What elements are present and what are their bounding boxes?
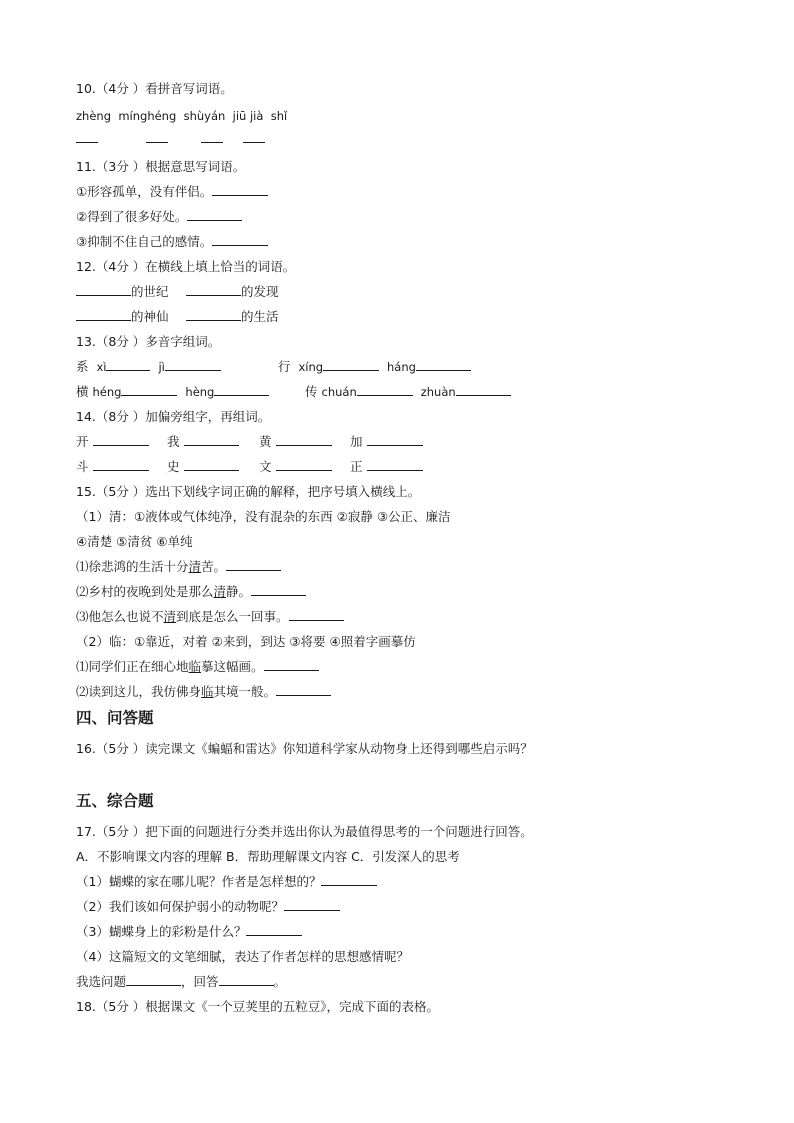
answer-blank[interactable] [367, 433, 423, 446]
answer-blank[interactable] [276, 458, 332, 471]
q17-item: （4）这篇短文的文笔细腻，表达了作者怎样的思想感情呢？ [76, 949, 409, 964]
q13-heading: 13.（8分 ）多音字组词。 [76, 334, 221, 349]
pinyin-8: shǐ [270, 109, 288, 123]
q15-sentence: ⑴同学们正在细心地临摹这幅画。 [76, 658, 319, 676]
q14-cell: 正 [350, 458, 423, 476]
answer-blank[interactable] [76, 283, 131, 296]
q14-cell: 我 [167, 433, 239, 451]
answer-blank[interactable] [184, 458, 239, 471]
answer-blank[interactable] [106, 358, 150, 371]
answer-blank[interactable] [76, 308, 131, 321]
answer-blank[interactable] [246, 923, 302, 936]
answer-blank[interactable] [126, 973, 181, 986]
answer-blank[interactable] [289, 608, 344, 621]
q14-cell: 开 [76, 433, 149, 451]
answer-blank[interactable] [226, 558, 281, 571]
answer-blank[interactable] [323, 358, 379, 371]
q13-group: 系 xì jì [76, 358, 221, 376]
q15-sentence: ⑶他怎么也说不清到底是怎么一回事。 [76, 608, 344, 626]
answer-blank[interactable] [214, 383, 269, 396]
q11-item: ③抑制不住自己的感情。 [76, 233, 268, 251]
answer-blank[interactable] [186, 283, 241, 296]
pinyin-5: yán [204, 109, 226, 123]
q12-item: 的发现 [186, 283, 279, 301]
q17-choose: 我选问题 ，回答 。 [76, 974, 287, 989]
answer-blank[interactable] [456, 383, 511, 396]
answer-blank[interactable] [416, 358, 471, 371]
answer-blank[interactable] [201, 130, 223, 143]
answer-blank[interactable] [321, 873, 377, 886]
q11-item: ②得到了很多好处。 [76, 208, 242, 226]
answer-blank[interactable] [93, 433, 149, 446]
q15-sentence: ⑵乡村的夜晚到处是那么清静。 [76, 583, 306, 601]
answer-blank[interactable] [76, 130, 98, 143]
polyphone-char: 行 [278, 359, 291, 374]
pinyin-4: shù [183, 109, 205, 123]
q14-cell: 史 [167, 458, 239, 476]
q13-group: 传 chuán zhuàn [305, 383, 511, 401]
q14-heading: 14.（8分 ）加偏旁组字，再组词。 [76, 409, 271, 424]
q15-heading: 15.（5分 ）选出下划线字词正确的解释，把序号填入横线上。 [76, 484, 421, 499]
q12-item: 的生活 [186, 308, 279, 326]
answer-blank[interactable] [121, 383, 177, 396]
answer-blank[interactable] [357, 383, 413, 396]
section-heading: 四、问答题 [76, 709, 154, 727]
q17-heading: 17.（5分 ）把下面的问题进行分类并选出你认为最值得思考的一个问题进行回答。 [76, 824, 533, 839]
answer-blank[interactable] [93, 458, 149, 471]
pinyin-6: jiū [232, 109, 247, 123]
answer-blank[interactable] [212, 233, 268, 246]
section-heading: 五、综合题 [76, 792, 154, 810]
pinyin-7: jià [249, 109, 264, 123]
answer-blank[interactable] [184, 433, 239, 446]
q15-part1-options-cont: ④清楚 ⑤清贫 ⑥单纯 [76, 534, 193, 549]
answer-blank[interactable] [276, 433, 332, 446]
q13-group: 行 xíng háng [278, 358, 471, 376]
pinyin-2: míng [118, 109, 148, 123]
q11-item: ①形容孤单，没有伴侣。 [76, 183, 268, 201]
answer-blank[interactable] [367, 458, 423, 471]
q10-pinyin-row [76, 107, 287, 125]
q17-options: A．不影响课文内容的理解 B．帮助理解课文内容 C．引发深人的思考 [76, 849, 460, 864]
q14-cell: 文 [259, 458, 332, 476]
answer-blank[interactable] [219, 973, 274, 986]
q16-question: 16.（5分 ）读完课文《蝙蝠和雷达》你知道科学家从动物身上还得到哪些启示吗？ [76, 741, 533, 756]
answer-blank[interactable] [186, 308, 241, 321]
polyphone-char: 横 [76, 384, 89, 399]
answer-blank[interactable] [146, 130, 168, 143]
q15-sentence: ⑵读到这儿，我仿佛身临其境一般。 [76, 683, 331, 701]
q10-heading: 10.（4分 ）看拼音写词语。 [76, 81, 233, 96]
q15-part2-options: （2）临：①靠近，对着 ②来到，到达 ③将要 ④照着字画摹仿 [76, 634, 416, 649]
q14-cell: 加 [350, 433, 423, 451]
polyphone-char: 传 [305, 384, 318, 399]
q18-question: 18.（5分 ）根据课文《一个豆荚里的五粒豆》，完成下面的表格。 [76, 999, 440, 1014]
q17-item: （3）蝴蝶身上的彩粉是什么？ [76, 923, 302, 941]
answer-blank[interactable] [264, 658, 319, 671]
answer-blank[interactable] [243, 130, 265, 143]
pinyin-3: héng [147, 109, 177, 123]
answer-blank[interactable] [276, 683, 331, 696]
answer-blank[interactable] [212, 183, 268, 196]
q14-cell: 斗 [76, 458, 149, 476]
q14-cell: 黄 [259, 433, 332, 451]
q11-heading: 11.（3分 ）根据意思写词语。 [76, 159, 246, 174]
pinyin-1: zhèng [76, 109, 111, 123]
q12-item: 的神仙 [76, 308, 169, 326]
q13-group: 横 héng hèng [76, 383, 269, 401]
q15-sentence: ⑴徐悲鸿的生活十分清苦。 [76, 558, 281, 576]
answer-blank[interactable] [284, 898, 340, 911]
q17-item: （1）蝴蝶的家在哪儿呢？作者是怎样想的？ [76, 873, 377, 891]
answer-blank[interactable] [187, 208, 242, 221]
q12-item: 的世纪 [76, 283, 169, 301]
q15-part1-options: （1）清：①液体或气体纯净，没有混杂的东西 ②寂静 ③公正、廉洁 [76, 509, 451, 524]
q17-item: （2）我们该如何保护弱小的动物呢？ [76, 898, 340, 916]
answer-blank[interactable] [165, 358, 221, 371]
polyphone-char: 系 [76, 359, 89, 374]
answer-blank[interactable] [251, 583, 306, 596]
q12-heading: 12.（4分 ）在横线上填上恰当的词语。 [76, 259, 296, 274]
